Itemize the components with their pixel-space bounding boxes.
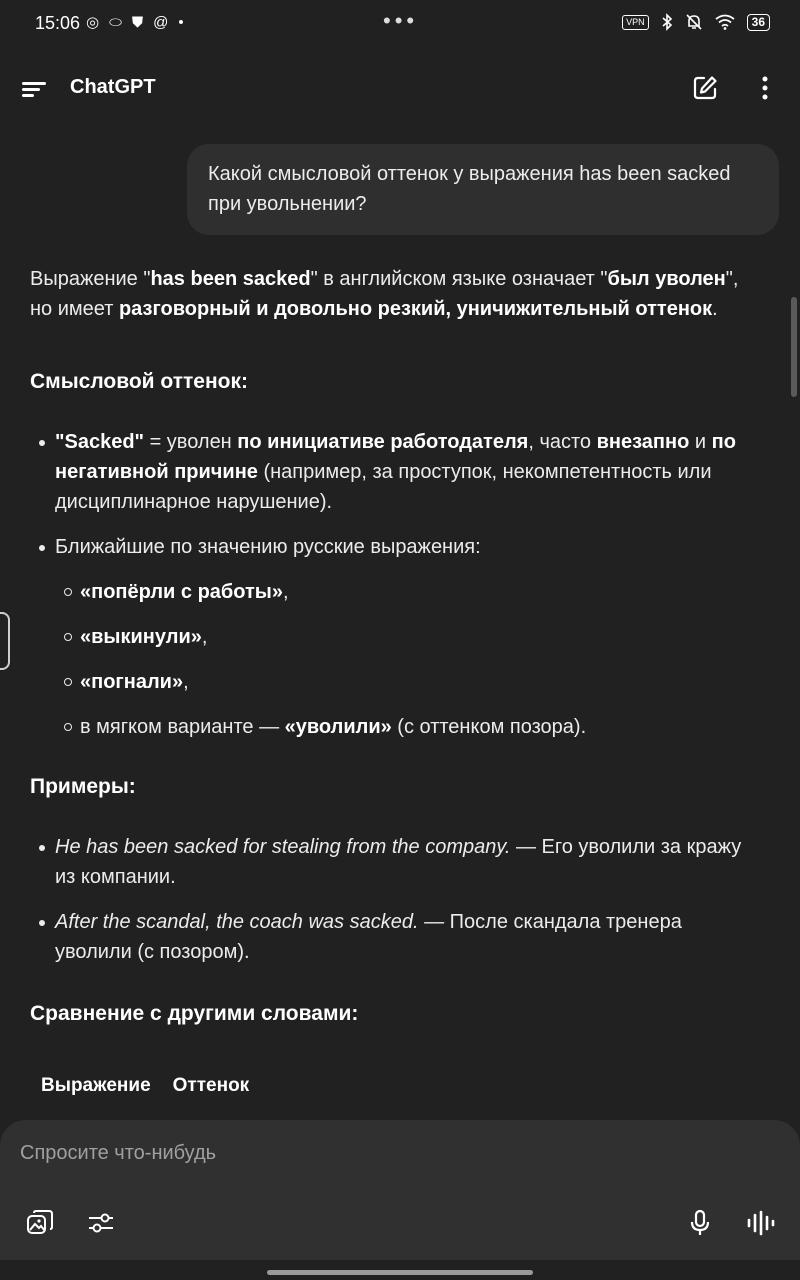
more-options-icon[interactable] — [753, 74, 777, 102]
assistant-message — [30, 264, 760, 1101]
list-item: After the scandal, the coach was sacked. — После скандала тренера уволили (с позором). — [30, 907, 760, 967]
sub-list-item: «выкинули», — [30, 622, 760, 652]
table-header-cell: Выражение — [41, 1075, 151, 1096]
message-input[interactable]: Спросите что-нибудь — [20, 1142, 217, 1164]
status-time: 15:06 — [35, 13, 81, 33]
list-item: "Sacked" = уволен по инициативе работодателя, часто внезапно и по негативной причине (например, за проступок, некомпетентность или дисциплинарное нарушение). — [30, 427, 760, 517]
list-item: Ближайшие по значению русские выражения: — [30, 532, 760, 562]
wifi-icon — [715, 14, 735, 30]
notification-icon: ◎ — [86, 14, 100, 31]
sub-list-item: «попёрли с работы», — [30, 577, 760, 607]
table-header-row — [30, 1071, 760, 1101]
menu-icon[interactable] — [22, 75, 48, 101]
notification-icons — [86, 14, 184, 32]
microphone-icon[interactable] — [685, 1208, 715, 1238]
section-heading: Примеры: — [30, 775, 136, 798]
attach-image-icon[interactable] — [25, 1208, 55, 1238]
app-bar — [0, 62, 800, 114]
notification-icon: ⬭ — [109, 14, 122, 31]
bluetooth-icon — [661, 13, 673, 31]
voice-mode-icon[interactable] — [745, 1208, 775, 1238]
tools-icon[interactable] — [86, 1208, 116, 1238]
app-title: ChatGPT — [70, 76, 156, 98]
side-panel-handle[interactable] — [0, 612, 10, 670]
bell-off-icon — [685, 13, 703, 31]
scrollbar[interactable] — [791, 297, 797, 397]
multitask-dots-icon[interactable]: ••• — [383, 8, 419, 33]
notification-icon: ⛊ — [131, 14, 144, 31]
status-bar — [0, 0, 800, 48]
notification-icon: • — [178, 14, 184, 31]
list-item: He has been sacked for stealing from the company. — Его уволили за кражу из компании. — [30, 832, 760, 892]
section-heading: Сравнение с другими словами: — [30, 1002, 359, 1025]
user-message-bubble: Какой смысловой оттенок у выражения has been sacked при увольнении? — [187, 144, 779, 235]
home-indicator[interactable] — [267, 1270, 533, 1275]
section-heading: Смысловой оттенок: — [30, 370, 248, 393]
new-chat-icon[interactable] — [691, 74, 719, 102]
vpn-icon: VPN — [622, 15, 649, 30]
battery-icon: 36 — [747, 14, 770, 31]
sub-list-item: в мягком варианте — «уволили» (с оттенком позора). — [30, 712, 760, 742]
notification-icon: @ — [153, 14, 169, 31]
composer — [0, 1120, 800, 1260]
table-header-cell: Оттенок — [172, 1075, 250, 1096]
sub-list-item: «погнали», — [30, 667, 760, 697]
intro-paragraph: Выражение "has been sacked" в английском языке означает "был уволен", но имеет разговорный и довольно резкий, уничижительный оттенок. — [30, 268, 739, 320]
